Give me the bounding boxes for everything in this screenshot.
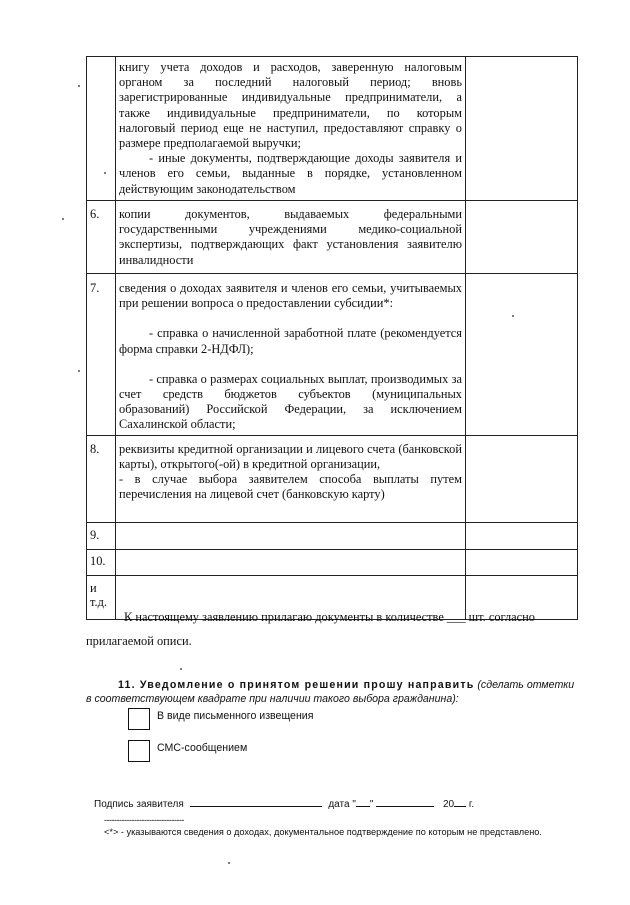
table-row bbox=[87, 435, 578, 522]
signature-line bbox=[94, 797, 474, 810]
table-row bbox=[87, 57, 578, 201]
attachment-count-line: К настоящему заявлению прилагаю документы в количестве ___ шт. согласно bbox=[124, 610, 535, 624]
year-suffix: г. bbox=[468, 799, 475, 810]
row-text: - справка о размерах социальных выплат, производимых за счет средств бюджетов субъектов (муниципальных образований) Российской Федерации, за исключением Сахалинской области; bbox=[119, 371, 462, 432]
row-number bbox=[87, 57, 116, 201]
date-label: дата " bbox=[328, 799, 356, 810]
table-row bbox=[87, 274, 578, 436]
scan-speck bbox=[180, 668, 182, 670]
scan-speck bbox=[228, 862, 230, 864]
row-text: книгу учета доходов и расходов, заверенную налоговым органом за последний налоговый период; вновь зарегистрированные индивидуальные предприниматели, а также индивидуальные предприниматели, по которым налоговый период еще не наступил, предоставляют справку о размере предполагаемой выручки; bbox=[119, 60, 462, 151]
year-prefix: 20 bbox=[443, 799, 455, 810]
scan-speck bbox=[104, 172, 106, 174]
sms-checkbox[interactable] bbox=[128, 740, 150, 762]
row-text: сведения о доходах заявителя и членов его семьи, учитываемых при решении вопроса о предоставлении субсидии*: bbox=[119, 281, 462, 311]
date-month-field[interactable] bbox=[376, 797, 434, 807]
notification-section bbox=[86, 678, 582, 706]
row-mark-cell[interactable] bbox=[466, 57, 578, 201]
scan-speck bbox=[62, 218, 64, 220]
option-label: СМС-сообщением bbox=[157, 742, 248, 754]
signature-field[interactable] bbox=[190, 797, 322, 807]
documents-table bbox=[86, 56, 578, 620]
option-label: В виде письменного извещения bbox=[157, 710, 314, 722]
row-number: 7. bbox=[87, 274, 116, 436]
row-number: 8. bbox=[87, 435, 116, 522]
row-number: 9. bbox=[87, 522, 116, 549]
table-row bbox=[87, 549, 578, 575]
row-mark-cell[interactable] bbox=[466, 522, 578, 549]
row-text: - иные документы, подтверждающие доходы заявителя и членов его семьи, выданные в порядке, установленном действующим законодательством bbox=[119, 151, 462, 196]
row-content bbox=[116, 274, 466, 436]
row-text: - справка о начисленной заработной плате (рекомендуется форма справки 2-НДФЛ); bbox=[119, 326, 462, 356]
date-year-field[interactable] bbox=[454, 797, 466, 807]
written-notice-checkbox[interactable] bbox=[128, 708, 150, 730]
scan-speck bbox=[512, 315, 514, 317]
row-mark-cell[interactable] bbox=[466, 435, 578, 522]
row-content[interactable] bbox=[116, 522, 466, 549]
row-mark-cell[interactable] bbox=[466, 549, 578, 575]
row-text: - в случае выбора заявителем способа выплаты путем перечисления на лицевой счет (банковскую карту) bbox=[119, 472, 462, 502]
row-content[interactable] bbox=[116, 549, 466, 575]
scan-speck bbox=[78, 85, 80, 87]
row-text: реквизиты кредитной организации и лицевого счета (банковской карты), открытого(-ой) в кредитной организации, bbox=[119, 441, 462, 471]
attachment-inventory-line: прилагаемой описи. bbox=[86, 634, 192, 648]
row-number: 10. bbox=[87, 549, 116, 575]
footnote-divider: -------------------------------- bbox=[104, 815, 184, 825]
footnote-text: <*> - указываются сведения о доходах, документальное подтверждение по которым не представлено. bbox=[104, 827, 542, 837]
row-number: 6. bbox=[87, 201, 116, 274]
row-mark-cell[interactable] bbox=[466, 201, 578, 274]
table-row bbox=[87, 201, 578, 274]
date-day-field[interactable] bbox=[356, 797, 370, 807]
row-content bbox=[116, 435, 466, 522]
row-number-line: и bbox=[90, 580, 97, 595]
row-number-line: т.д. bbox=[90, 594, 107, 609]
table-row bbox=[87, 522, 578, 549]
signature-label: Подпись заявителя bbox=[94, 799, 184, 810]
notification-note: (сделать отметки в соответствующем квадрате при наличии такого выбора гражданина): bbox=[86, 679, 575, 705]
row-mark-cell[interactable] bbox=[466, 274, 578, 436]
date-quote: " bbox=[369, 799, 374, 810]
scan-speck bbox=[78, 370, 80, 372]
row-text: копии документов, выдаваемых федеральными государственными учреждениями медико-социальной экспертизы, подтверждающих факт установления заявителю инвалидности bbox=[119, 207, 462, 267]
row-content bbox=[116, 201, 466, 274]
row-content bbox=[116, 57, 466, 201]
notification-title: 11. Уведомление о принятом решении прошу направить bbox=[118, 679, 475, 691]
